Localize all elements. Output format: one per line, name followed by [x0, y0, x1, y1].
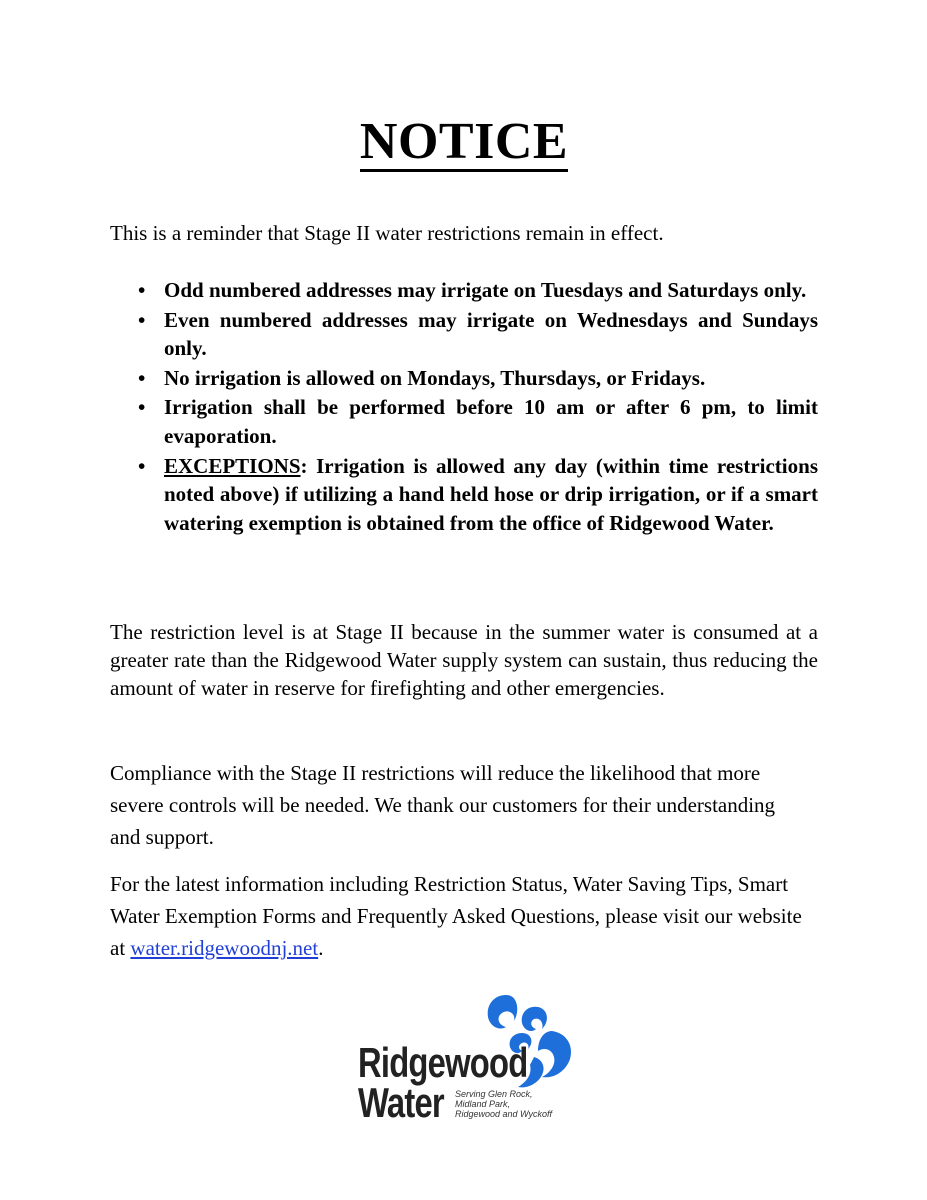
bullet: • — [138, 453, 146, 478]
rule-text: Even numbered addresses may irrigate on Wednesdays and Sundays only. — [164, 307, 818, 361]
website-paragraph-text: For the latest information including Restriction Status, Water Saving Tips, Smart Water Exemption Forms and Frequently Asked Questions, please visit our website at — [110, 872, 802, 960]
logo-word-water: Water — [358, 1079, 444, 1126]
rule-text: No irrigation is allowed on Mondays, Thursdays, or Fridays. — [164, 365, 706, 390]
website-paragraph-end: . — [318, 936, 324, 960]
bullet: • — [138, 365, 146, 390]
rule-text: Odd numbered addresses may irrigate on Tuesdays and Saturdays only. — [164, 278, 807, 302]
website-link[interactable]: water.ridgewoodnj.net — [130, 936, 319, 960]
restriction-reason-paragraph: The restriction level is at Stage II because in the summer water is consumed at a greater rate than the Ridgewood Water supply system can sustain, thus reducing the amount of water in reserve for firefighting and other emergencies. — [110, 620, 818, 700]
restrictions-list — [110, 276, 818, 538]
bullet: • — [138, 307, 146, 332]
logo-word-ridgewood: Ridgewood — [358, 1039, 528, 1086]
list-item — [110, 452, 818, 538]
intro-text: This is a reminder that Stage II water restrictions remain in effect. — [110, 221, 664, 245]
rule-text: : Irrigation is allowed any day (within time restrictions noted above) if utilizing a hand held hose or drip irrigation, or if a smart watering exemption is obtained from the office of Ridgewood Water. — [164, 453, 818, 535]
ridgewood-water-logo — [358, 993, 578, 1128]
bullet: • — [138, 278, 146, 302]
list-item — [110, 364, 818, 393]
list-item — [110, 276, 818, 305]
list-item — [110, 306, 818, 363]
list-item — [110, 393, 818, 450]
website-paragraph — [110, 868, 810, 964]
compliance-paragraph: Compliance with the Stage II restrictions will reduce the likelihood that more severe controls will be needed. We thank our customers for their understanding and support. — [110, 761, 776, 849]
bullet: • — [138, 395, 146, 420]
notice-title: NOTICE — [359, 113, 569, 170]
logo-tagline: Serving Glen Rock, Midland Park, Ridgewood and Wyckoff — [455, 1089, 553, 1119]
exceptions-label: EXCEPTIONS — [164, 453, 301, 478]
rule-text: Irrigation shall be performed before 10 am or after 6 pm, to limit evaporation. — [164, 395, 818, 448]
